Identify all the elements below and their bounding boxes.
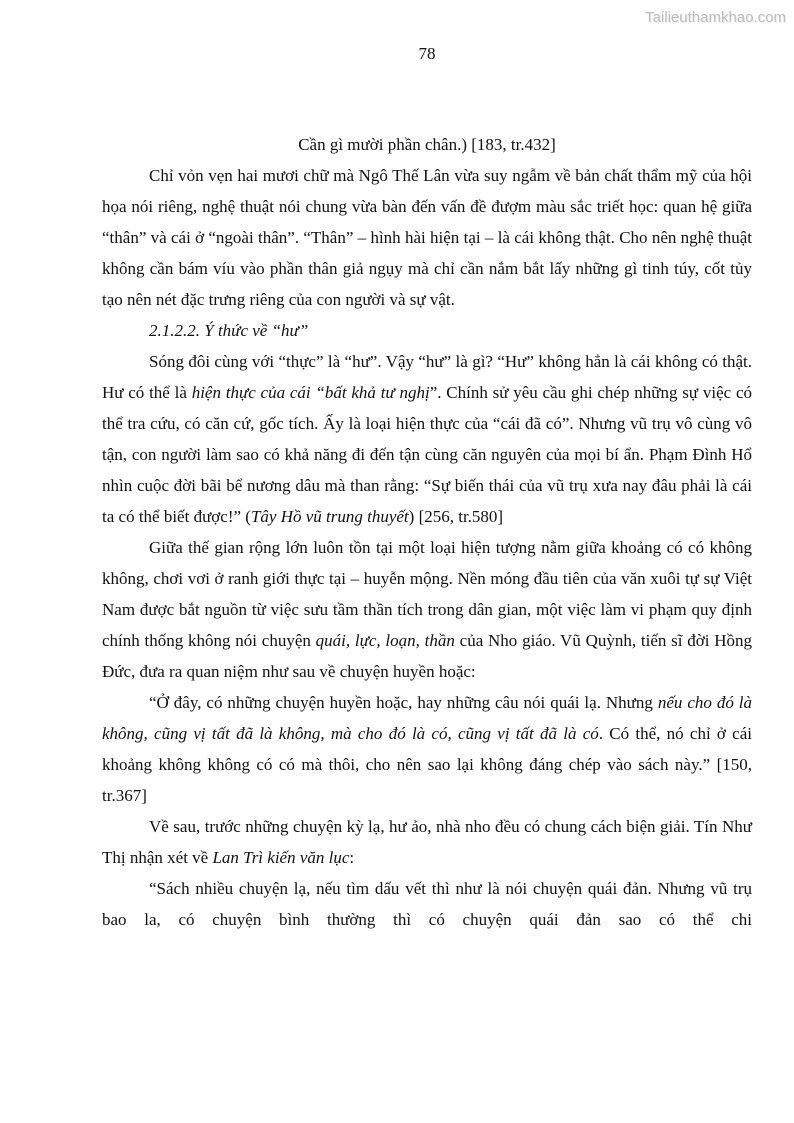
page-body — [102, 129, 752, 935]
paragraph — [102, 811, 752, 873]
paragraph — [102, 346, 752, 532]
text-segment: Chỉ vỏn vẹn hai mươi chữ mà Ngô Thế Lân vừa suy ngẫm về bản chất thẩm mỹ của hội họa nói riêng, nghệ thuật nói chung vừa bàn đến vấn đề đượm màu sắc triết học: quan hệ giữa “thân” và cái ở “ngoài thân”. “Thân” – hình hài hiện tại – là cái không thật. Cho nên nghệ thuật không cần bám víu vào phần thân giả ngụy mà chỉ cần nắm bắt lấy những gì tinh túy, cốt tủy tạo nên nét đặc trưng riêng của con người và sự vật. — [102, 166, 752, 309]
text-segment: Sóng đôi cùng với “thực” là “hư”. Vậy “hư” là gì? “Hư” không hẳn là cái không có thật. Hư có thể là — [102, 352, 752, 402]
text-segment: “Sách nhiều chuyện lạ, nếu tìm dấu vết thì như là nói chuyện quái đản. Nhưng vũ trụ bao la, có chuyện bình thường thì có chuyện quái đản sao có thể chi — [102, 879, 752, 929]
text-segment: Giữa thế gian rộng lớn luôn tồn tại một loại hiện tượng nằm giữa khoảng có có không không, chơi vơi ở ranh giới thực tại – huyễn mộng. Nền móng đầu tiên của văn xuôi tự sự Việt Nam được bắt nguồn từ việc sưu tầm thần tích trong dân gian, một việc làm vi phạm quy định chính thống không nói chuyện — [102, 538, 752, 650]
paragraph — [102, 873, 752, 935]
text-segment: . Có thể, nó chỉ ở cái khoảng không không có có mà thôi, cho nên sao lại không đáng chép vào sách này.” [150, tr.367] — [102, 724, 752, 805]
italic-text-segment: hiện thực của cái “bất khả tư nghị — [191, 383, 430, 402]
text-segment: : — [349, 848, 355, 867]
italic-text-segment: nếu cho đó là không, cũng vị tất đã là không, mà cho đó là có, cũng vị tất đã là có — [102, 693, 752, 743]
watermark-text: Tailieuthamkhao.com — [645, 9, 786, 26]
italic-text-segment: quái, lực, loạn, thần — [315, 631, 455, 650]
italic-text-segment: Lan Trì kiến văn lục — [212, 848, 350, 867]
paragraph — [102, 687, 752, 811]
page-number: 78 — [418, 44, 436, 63]
italic-text-segment: 2.1.2.2. Ý thức về “hư” — [149, 321, 309, 340]
section-heading — [102, 315, 752, 346]
verse-citation-line — [102, 129, 752, 160]
text-segment: ) [256, tr.580] — [408, 507, 504, 526]
text-segment: Về sau, trước những chuyện kỳ lạ, hư ảo, nhà nho đều có chung cách biện giải. Tín Như Thị nhận xét về — [102, 817, 752, 867]
paragraph — [102, 532, 752, 687]
text-segment: Cần gì mười phần chân.) [183, tr.432] — [298, 135, 556, 154]
paragraph — [102, 160, 752, 315]
text-segment: “Ở đây, có những chuyện huyền hoặc, hay những câu nói quái lạ. Nhưng — [149, 693, 658, 712]
italic-text-segment: Tây Hồ vũ trung thuyết — [250, 507, 409, 526]
text-segment: của Nho giáo. Vũ Quỳnh, tiến sĩ đời Hồng Đức, đưa ra quan niệm như sau về chuyện huyền hoặc: — [102, 631, 752, 681]
text-segment: ”. Chính sử yêu cầu ghi chép những sự việc có thể tra cứu, có căn cứ, gốc tích. Ấy là loại hiện thực của “cái đã có”. Nhưng vũ trụ vô cùng vô tận, con người làm sao có khả năng đi đến tận cùng căn nguyên của mọi bí ẩn. Phạm Đình Hổ nhìn cuộc đời bãi bể nương dâu mà than rằng: “Sự biến thái của vũ trụ xưa nay đâu phải là cái ta có thể biết được!” ( — [102, 383, 752, 526]
